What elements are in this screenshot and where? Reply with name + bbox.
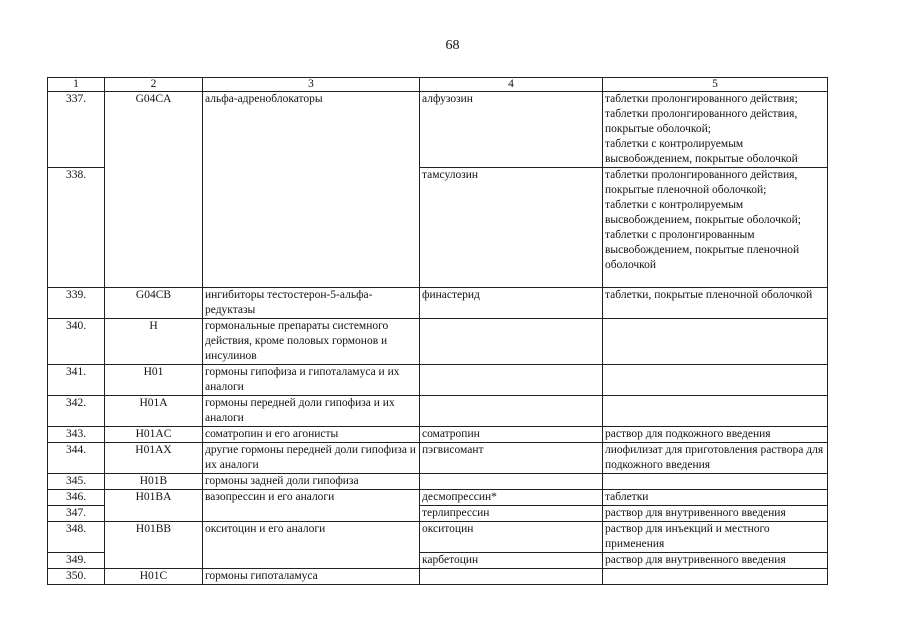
row-number: 339. [48,288,105,319]
pharmacological-group: другие гормоны передней доли гипофиза и их аналоги [203,443,420,474]
table-row [48,569,828,585]
dosage-form: таблетки [603,490,828,506]
table-row [48,443,828,474]
dosage-form: раствор для инъекций и местного применения [603,522,828,553]
dosage-form [603,365,828,396]
atc-code: G04CA [105,92,203,288]
page-number: 68 [445,38,460,53]
table-row [48,427,828,443]
pharmacological-group: гормоны передней доли гипофиза и их аналоги [203,396,420,427]
drug-name: тамсулозин [420,168,603,288]
row-number: 349. [48,553,105,569]
dosage-form: раствор для внутривенного введения [603,553,828,569]
drug-name [420,396,603,427]
column-header: 1 [48,78,105,92]
pharmacological-group: гормоны задней доли гипофиза [203,474,420,490]
pharmacological-group: гормональные препараты системного действия, кроме половых гормонов и инсулинов [203,319,420,365]
table-row [48,288,828,319]
table-row [48,396,828,427]
row-number: 350. [48,569,105,585]
drug-name: десмопрессин* [420,490,603,506]
drug-name: алфузозин [420,92,603,168]
drug-name [420,365,603,396]
dosage-form: таблетки пролонгированного действия; таблетки пролонгированного действия, покрытые оболочкой; таблетки с контролируемым высвобождением, покрытые оболочкой [603,92,828,168]
row-number: 347. [48,506,105,522]
table-row [48,490,828,506]
pharmacological-group: гормоны гипофиза и гипоталамуса и их аналоги [203,365,420,396]
dosage-form [603,569,828,585]
drug-name: окситоцин [420,522,603,553]
row-number: 345. [48,474,105,490]
atc-code: H01 [105,365,203,396]
atc-code: H01BA [105,490,203,522]
atc-code: H01B [105,474,203,490]
column-header: 5 [603,78,828,92]
drug-name: финастерид [420,288,603,319]
pharmacological-group: соматропин и его агонисты [203,427,420,443]
atc-code: H01AX [105,443,203,474]
row-number: 346. [48,490,105,506]
row-number: 337. [48,92,105,168]
table-header-row [48,78,828,92]
row-number: 344. [48,443,105,474]
drug-name [420,319,603,365]
pharmacological-group: гормоны гипоталамуса [203,569,420,585]
atc-code: H01BB [105,522,203,569]
row-number: 341. [48,365,105,396]
drug-name [420,569,603,585]
row-number: 338. [48,168,105,288]
dosage-form: таблетки пролонгированного действия, покрытые пленочной оболочкой; таблетки с контролируемым высвобождением, покрытые оболочкой; таблетки с пролонгированным высвобождением, покрытые пленочной оболочкой [603,168,828,288]
pharmacological-group: вазопрессин и его аналоги [203,490,420,522]
dosage-form [603,474,828,490]
atc-code: H01C [105,569,203,585]
table-row [48,474,828,490]
row-number: 343. [48,427,105,443]
dosage-form: раствор для внутривенного введения [603,506,828,522]
drug-table [47,77,828,585]
pharmacological-group: альфа-адреноблокаторы [203,92,420,288]
dosage-form [603,319,828,365]
column-header: 2 [105,78,203,92]
atc-code: G04CB [105,288,203,319]
drug-name: соматропин [420,427,603,443]
dosage-form: лиофилизат для приготовления раствора для подкожного введения [603,443,828,474]
row-number: 342. [48,396,105,427]
pharmacological-group: окситоцин и его аналоги [203,522,420,569]
row-number: 348. [48,522,105,553]
table-row [48,522,828,553]
atc-code: H01AC [105,427,203,443]
dosage-form: таблетки, покрытые пленочной оболочкой [603,288,828,319]
table-row [48,92,828,168]
dosage-form: раствор для подкожного введения [603,427,828,443]
column-header: 3 [203,78,420,92]
table-row [48,319,828,365]
atc-code: H01A [105,396,203,427]
pharmacological-group: ингибиторы тестостерон-5-альфа-редуктазы [203,288,420,319]
drug-name: терлипрессин [420,506,603,522]
table-row [48,365,828,396]
column-header: 4 [420,78,603,92]
dosage-form [603,396,828,427]
drug-name [420,474,603,490]
atc-code: H [105,319,203,365]
drug-name: пэгвисомант [420,443,603,474]
drug-name: карбетоцин [420,553,603,569]
row-number: 340. [48,319,105,365]
